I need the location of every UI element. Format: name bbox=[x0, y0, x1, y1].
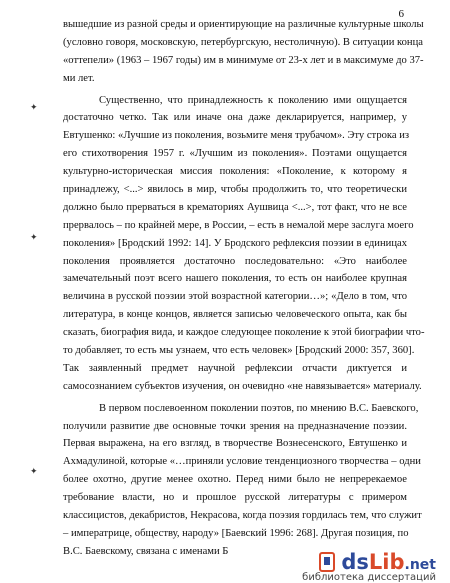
text-line: поколения» [Бродский 1992: 14]. У Бродского рефлексия поэзии в единицах bbox=[63, 237, 407, 249]
text-line: В.С. Баевскому, связана с именами Б bbox=[63, 545, 229, 557]
text-line: вышедшие из разной среды и ориентирующие на различные культурные школы bbox=[63, 19, 424, 30]
page-number: 6 bbox=[398, 8, 404, 20]
text-line: В первом послевоенном поколении поэтов, по мнению В.С. Баевского, bbox=[99, 402, 419, 414]
text-line: Евтушенко: «Лучшие из поколения, возьмите меня трубачом». Эту строка из bbox=[63, 130, 410, 142]
watermark bbox=[302, 550, 436, 583]
text-line: требование власти, но и прошлое русской литературы с примером bbox=[63, 492, 407, 504]
text-line: принадлежу, <...> явилось в мир, чтобы продолжить то, что теоретически bbox=[63, 184, 407, 196]
text-line: ми лет. bbox=[63, 72, 95, 84]
margin-mark: ✦ bbox=[30, 232, 38, 242]
margin-mark: ✦ bbox=[30, 466, 38, 476]
text-line: более охотно, другие менее охотно. Перед ними было не непререкаемое bbox=[63, 474, 407, 486]
watermark-ds: ds bbox=[341, 550, 369, 574]
text-line: должно было прерваться в крематориях Аушвица <...>, тот факт, что не все bbox=[63, 201, 407, 213]
watermark-tagline: библиотека диссертаций bbox=[302, 572, 436, 583]
text-line: Ахмадулиной, которые «…приняли условие тенденциозного творчества – одни bbox=[63, 456, 421, 468]
text-line: «оттепели» (1963 – 1967 годы) им в минимуме от 23-х лет и в максимуме до 37- bbox=[63, 54, 424, 66]
text-line: Так заявленный предмет научной рефлексии отчасти диктуется и bbox=[63, 362, 407, 374]
margin-mark: ✦ bbox=[30, 102, 38, 112]
text-line: – императрице, обществу, народу» [Баевский 1996: 268]. Другая позиция, по bbox=[63, 527, 409, 539]
document-body bbox=[63, 16, 425, 561]
watermark-logo bbox=[341, 550, 436, 574]
watermark-lib: Lib bbox=[368, 550, 405, 574]
text-line: классицистов, декабристов, Некрасова, когда поэзия гордилась тем, что служит bbox=[63, 510, 422, 522]
text-line: замечательный поэт всего нашего поколения, то есть он наиболее крупная bbox=[63, 273, 407, 285]
text-line: получили развитие две основные точки зрения на предназначение поэзии. bbox=[63, 420, 407, 432]
text-line: прервалось – по крайней мере, в России, – есть в немалой мере заслуга моего bbox=[63, 219, 414, 231]
book-icon bbox=[319, 552, 335, 572]
text-line: самосознанием субъектов изучения, он очевидно «не навязывается» материалу. bbox=[63, 380, 422, 392]
text-line: его стихотворения 1957 г. «Лучшим из поколения». Поэтами ощущается bbox=[63, 148, 407, 160]
text-line: достаточно четко. Так или иначе она даже декларируется, например, у bbox=[63, 112, 407, 124]
text-line: величина в русской поэзии этой возрастной категории…»; «Дело в том, что bbox=[63, 291, 407, 303]
text-line: литература, в конце концов, является записью человеческого опыта, как бы bbox=[63, 309, 407, 321]
text-line: то добавляет, то есть мы узнаем, что есть человек» [Бродский 2000: 357, 360]. bbox=[63, 345, 415, 357]
text-line: сказать, биография вида, и каждое следующее поколение к этой биографии что- bbox=[63, 327, 425, 339]
text-line: Существенно, что принадлежность к поколению ими ощущается bbox=[99, 94, 407, 106]
text-line: культурно-историческая миссия поколения: «Поколение, к которому я bbox=[63, 166, 407, 178]
watermark-net: .net bbox=[404, 557, 436, 573]
text-line: Первая выражена, на его взгляд, в творчестве Вознесенского, Евтушенко и bbox=[63, 438, 407, 450]
text-line: (условно говоря, московскую, петербургскую, нестоличную). В ситуации конца bbox=[63, 36, 423, 48]
text-line: поколения проявляется достаточно последовательно: «Это наиболее bbox=[63, 255, 407, 267]
